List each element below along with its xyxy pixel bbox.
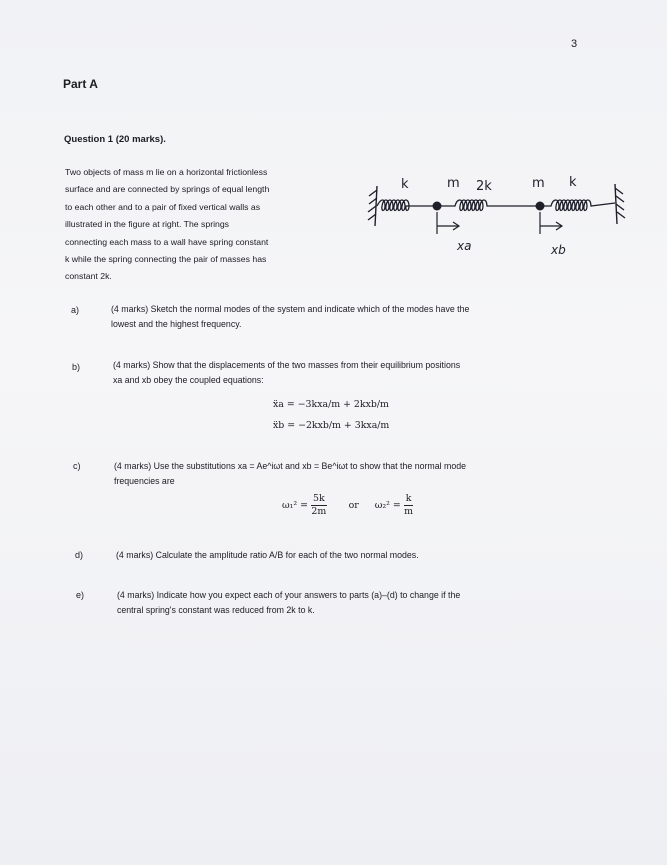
part-a-text [111, 302, 591, 332]
part-b-line: xa and xb obey the coupled equations: [113, 375, 264, 385]
part-title: Part A [63, 77, 98, 91]
figure-label: 2k [476, 179, 492, 194]
displacement-arrow-b [540, 212, 562, 234]
part-b-label: b) [72, 362, 81, 372]
part-b-line: (4 marks) Show that the displacements of the two masses from their equilibrium positions [113, 360, 461, 370]
spring-middle [441, 200, 536, 211]
part-c-line: (4 marks) Use the substitutions xa = Ae^iωt and xb = Be^iωt to show that the normal mode [114, 461, 467, 471]
right-wall [615, 184, 625, 224]
displacement-arrow-a [437, 212, 459, 234]
part-c-text [114, 459, 594, 489]
part-b-text [113, 358, 593, 388]
part-a-line: lowest and the highest frequency. [111, 319, 242, 329]
intro-line: illustrated in the figure at right. The springs [65, 219, 230, 230]
equation-b1: ẍa = −3kxa/m + 2kxb/m [273, 399, 389, 410]
figure-label: k [401, 177, 409, 192]
part-d-line: (4 marks) Calculate the amplitude ratio A/B for each of the two normal modes. [116, 550, 419, 560]
figure-label: m [447, 176, 460, 191]
left-wall [368, 186, 377, 226]
omega1-numerator: 5k [312, 493, 325, 504]
spring-right [544, 200, 615, 211]
part-c-label: c) [73, 461, 81, 471]
part-c-line: frequencies are [114, 476, 175, 486]
omega2-numerator: k [405, 493, 412, 504]
figure-xb-label: xb [551, 243, 566, 257]
omega2-label: ω₂² = [374, 500, 401, 511]
part-e-line: central spring's constant was reduced from 2k to k. [117, 605, 315, 615]
intro-line: surface and are connected by springs of equal length [65, 184, 270, 195]
omega1-label: ω₁² = [282, 500, 308, 511]
intro-line: Two objects of mass m lie on a horizontal frictionless [65, 167, 268, 177]
question-title: Question 1 (20 marks). [64, 134, 166, 145]
part-e-label: e) [76, 590, 85, 600]
or-text: or [348, 500, 359, 511]
page-number: 3 [571, 38, 578, 50]
part-a-line: (4 marks) Sketch the normal modes of the system and indicate which of the modes have the [111, 304, 470, 314]
mass-b [536, 202, 545, 211]
question-intro [65, 164, 350, 286]
omega1-denominator: 2m [311, 506, 327, 517]
spring-left [377, 200, 433, 211]
omega2-denominator: m [404, 506, 413, 517]
spring-mass-figure [355, 168, 635, 268]
part-d-text [116, 548, 596, 563]
equation-b2: ẍb = −2kxb/m + 3kxa/m [273, 420, 390, 431]
intro-line: k while the spring connecting the pair of masses has [65, 254, 267, 265]
omega2-fraction [404, 493, 414, 518]
part-e-line: (4 marks) Indicate how you expect each of your answers to parts (a)–(d) to change if the [117, 590, 461, 600]
figure-xa-label: xa [457, 239, 472, 253]
figure-label: k [569, 175, 577, 190]
part-d-label: d) [75, 550, 84, 560]
part-e-text [117, 588, 597, 618]
part-a-label: a) [71, 305, 80, 315]
figure-label: m [532, 176, 545, 191]
mass-a [433, 202, 442, 211]
intro-line: connecting each mass to a wall have spring constant [65, 236, 269, 247]
frequency-equations [282, 493, 413, 518]
omega1-fraction [311, 493, 327, 518]
intro-line: constant 2k. [65, 271, 112, 282]
intro-line: to each other and to a pair of fixed vertical walls as [65, 201, 261, 212]
